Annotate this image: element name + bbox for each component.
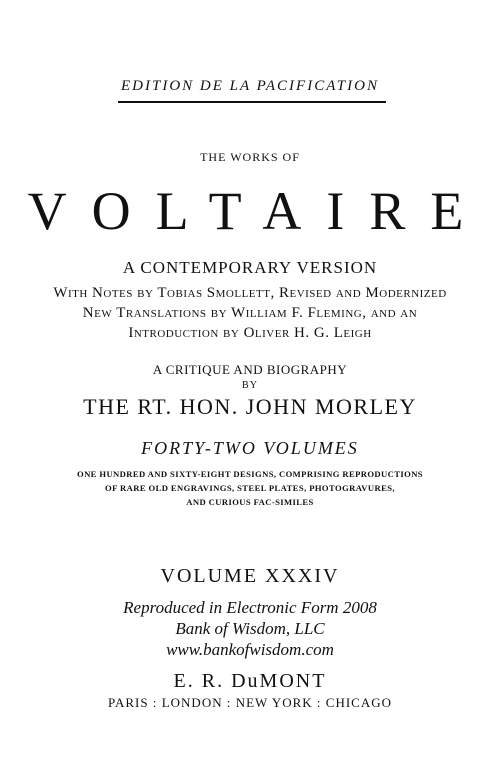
biographer-name: THE RT. HON. JOHN MORLEY: [83, 394, 417, 419]
cities-line: PARIS : LONDON : NEW YORK : CHICAGO: [107, 695, 393, 710]
works-of-line: THE WORKS OF: [200, 150, 300, 164]
notes-line-2: New Translations by William F. Fleming, and an: [82, 305, 418, 321]
website-line: www.bankofwisdom.com: [166, 640, 334, 659]
designs-line-2: OF RARE OLD ENGRAVINGS, STEEL PLATES, PHOTOGRAVURES,: [105, 483, 395, 493]
designs-line-1: ONE HUNDRED AND SIXTY-EIGHT DESIGNS, COMPRISING REPRODUCTIONS: [76, 469, 423, 479]
author-title: VOLTAIRE: [27, 181, 489, 241]
subtitle-line: A CONTEMPORARY VERSION: [122, 258, 378, 277]
edition-line: EDITION DE LA PACIFICATION: [121, 78, 379, 94]
notes-line-1: With Notes by Tobias Smollett, Revised and Modernized: [53, 285, 447, 301]
volume-number: VOLUME XXXIV: [160, 565, 340, 587]
by-line: BY: [242, 380, 258, 391]
reproduced-line: Reproduced in Electronic Form 2008: [123, 598, 377, 617]
notes-line-3: Introduction by Oliver H. G. Leigh: [128, 325, 372, 341]
publisher-name: E. R. DuMONT: [173, 670, 327, 692]
volumes-count-line: FORTY-TWO VOLUMES: [141, 438, 359, 458]
critique-line: A CRITIQUE AND BIOGRAPHY: [152, 362, 348, 377]
divider-rule: [118, 101, 386, 103]
designs-line-3: AND CURIOUS FAC-SIMILES: [186, 497, 314, 507]
reprint-publisher: Bank of Wisdom, LLC: [175, 619, 325, 638]
